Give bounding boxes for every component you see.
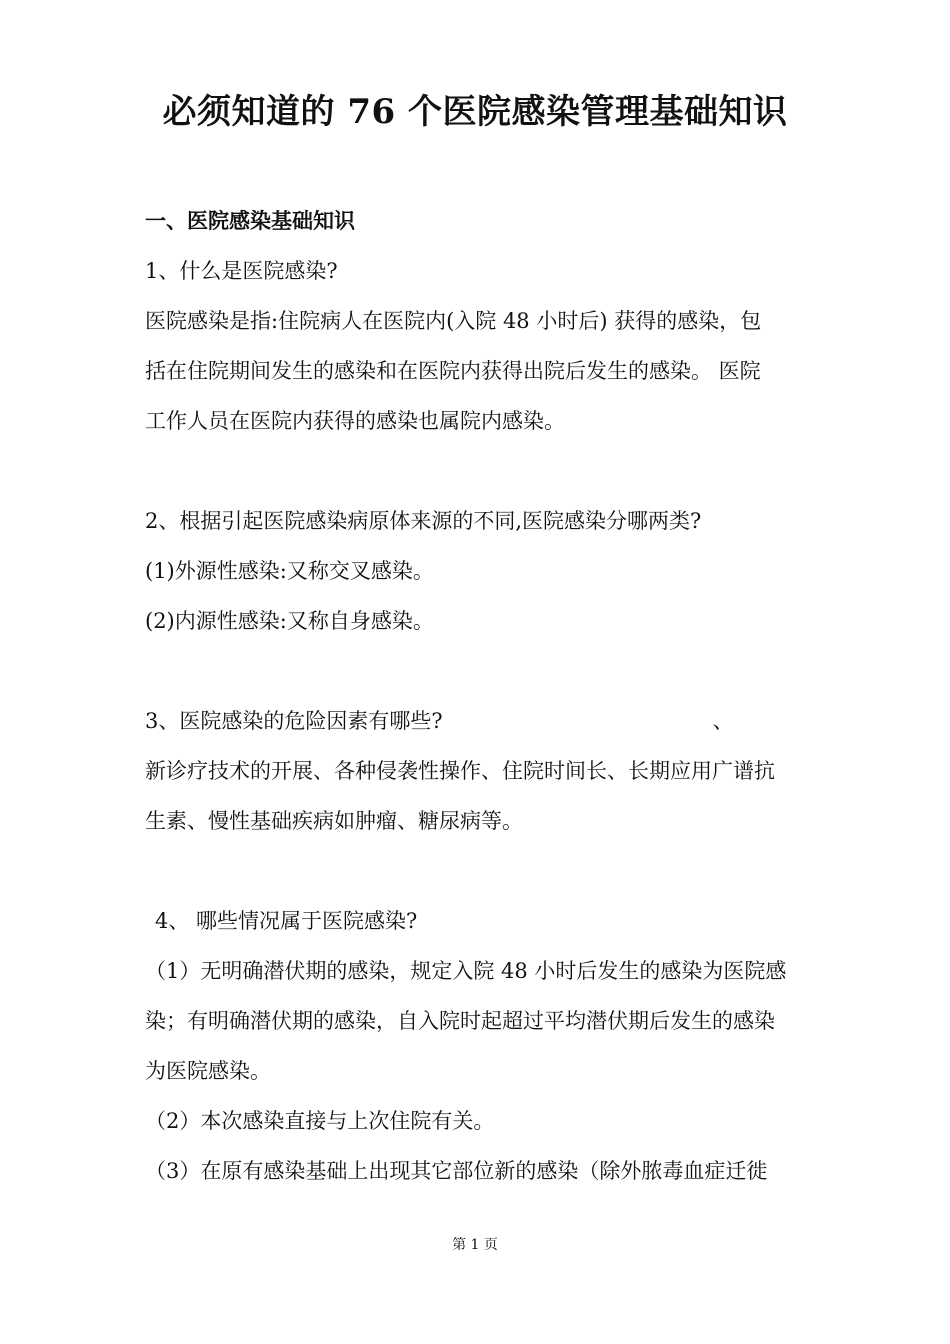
spacer	[145, 446, 825, 496]
q4-answer-line-5: （3）在原有感染基础上出现其它部位新的感染（除外脓毒血症迁徙	[145, 1159, 768, 1183]
q1-answer-line-2: 括在住院期间发生的感染和在医院内获得出院后发生的感染。 医院	[145, 359, 761, 383]
spacer	[145, 646, 825, 696]
q3-question-line	[145, 696, 825, 746]
q4-answer-line-4: （2）本次感染直接与上次住院有关。	[145, 1109, 495, 1133]
document-title: 必须知道的 76 个医院感染管理基础知识	[162, 92, 788, 132]
q4-answer-line-3: 为医院感染。	[145, 1059, 271, 1083]
q1-answer-line-1: 医院感染是指:住院病人在医院内(入院 48 小时后) 获得的感染，包	[145, 309, 762, 333]
q3-question: 3、医院感染的危险因素有哪些?	[145, 709, 443, 733]
q4-question: 4、 哪些情况属于医院感染?	[155, 909, 418, 933]
q3-answer-line-2: 生素、慢性基础疾病如肿瘤、糖尿病等。	[145, 809, 523, 833]
q1-answer-line-3: 工作人员在医院内获得的感染也属院内感染。	[145, 409, 565, 433]
q2-answer-line-1: (1)外源性感染:又称交叉感染。	[145, 559, 434, 583]
q2-answer-line-2: (2)内源性感染:又称自身感染。	[145, 609, 434, 633]
q1-question: 1、什么是医院感染?	[145, 259, 338, 283]
document-body	[145, 196, 825, 1196]
page-number: 第 1 页	[452, 1237, 498, 1253]
spacer	[145, 846, 825, 896]
q4-answer-line-1: （1）无明确潜伏期的感染，规定入院 48 小时后发生的感染为医院感	[145, 959, 787, 983]
section-heading: 一、医院感染基础知识	[145, 208, 355, 233]
q3-question-tail: 、	[712, 709, 734, 733]
q2-question: 2、根据引起医院感染病原体来源的不同,医院感染分哪两类?	[145, 509, 702, 533]
q3-answer-line-1: 新诊疗技术的开展、各种侵袭性操作、住院时间长、长期应用广谱抗	[145, 759, 775, 783]
q4-answer-line-2: 染；有明确潜伏期的感染，自入院时起超过平均潜伏期后发生的感染	[145, 1009, 775, 1033]
